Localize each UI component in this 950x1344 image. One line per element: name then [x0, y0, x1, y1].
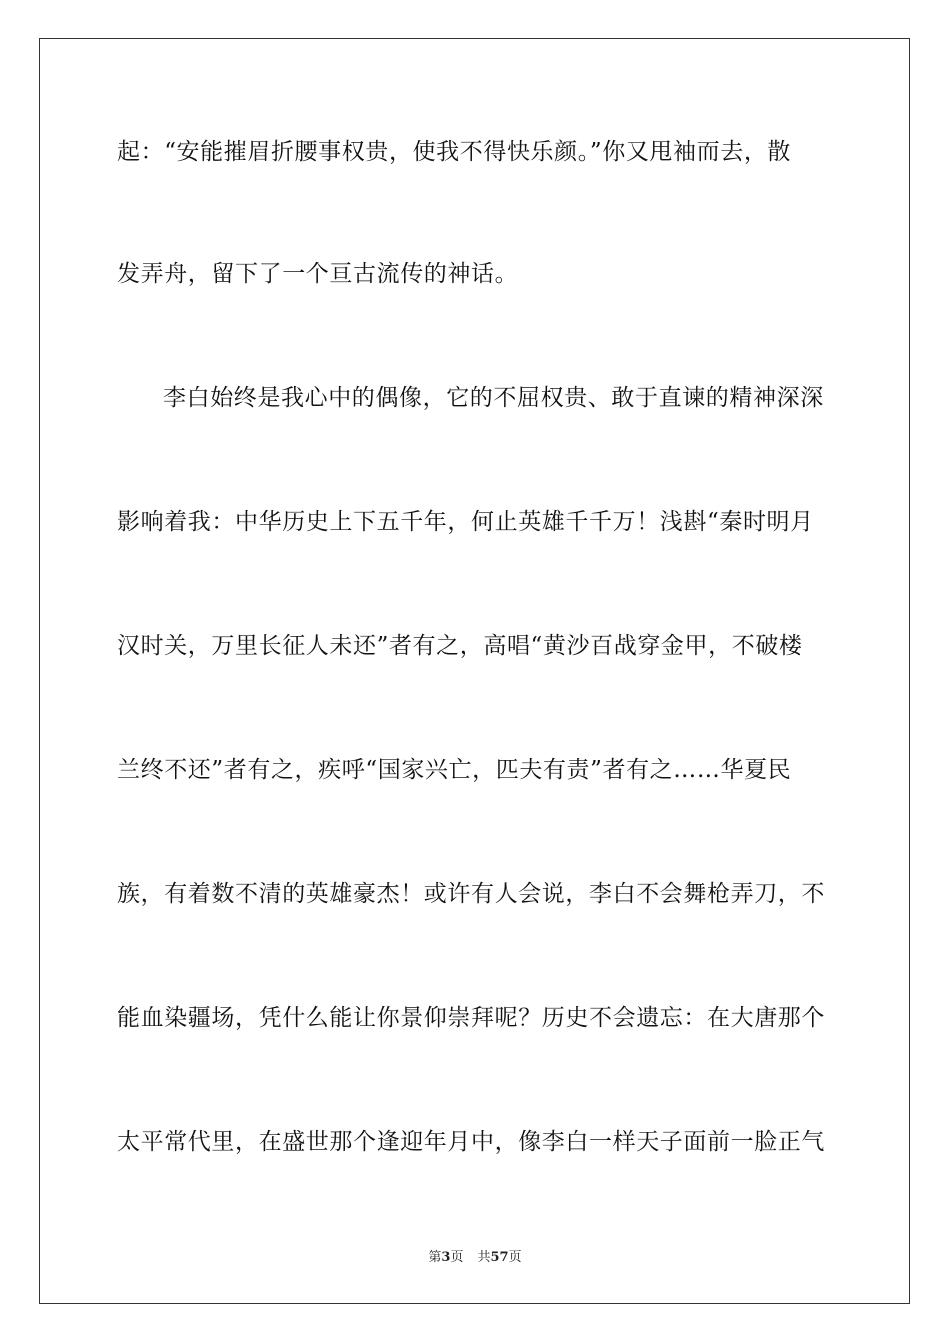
text-line-4: 影响着我：中华历史上下五千年，何止英雄千千万！浅斟“秦时明月 — [117, 509, 814, 535]
text-line-9: 太平常代里，在盛世那个逢迎年月中，像李白一样天子面前一脸正气 — [117, 1129, 825, 1155]
text-line-7: 族，有着数不清的英雄豪杰！或许有人会说，李白不会舞枪弄刀，不 — [117, 881, 825, 907]
footer-total-suffix: 页 — [508, 1250, 522, 1265]
text-line-3-paragraph-start: 李白始终是我心中的偶像，它的不屈权贵、敢于直谏的精神深深 — [163, 385, 824, 411]
text-line-8: 能血染疆场，凭什么能让你景仰崇拜呢？历史不会遗忘：在大唐那个 — [117, 1005, 825, 1031]
footer-total-pages: 57 — [490, 1250, 509, 1265]
text-line-2: 发弄舟，留下了一个亘古流传的神话。 — [117, 261, 519, 287]
text-line-5: 汉时关，万里长征人未还”者有之，高唱“黄沙百战穿金甲，不破楼 — [117, 633, 803, 659]
text-line-6: 兰终不还”者有之，疾呼“国家兴亡，匹夫有责”者有之……华夏民 — [117, 757, 792, 783]
page-frame — [39, 38, 910, 1304]
footer-page-suffix: 页 — [450, 1250, 464, 1265]
footer-page-prefix: 第 — [428, 1250, 442, 1265]
footer-total-prefix: 共 — [477, 1250, 491, 1265]
footer-page-number: 3 — [441, 1250, 451, 1265]
text-line-1: 起：“安能摧眉折腰事权贵，使我不得快乐颜。”你又甩袖而去，散 — [117, 139, 792, 165]
page-footer — [0, 1249, 950, 1267]
